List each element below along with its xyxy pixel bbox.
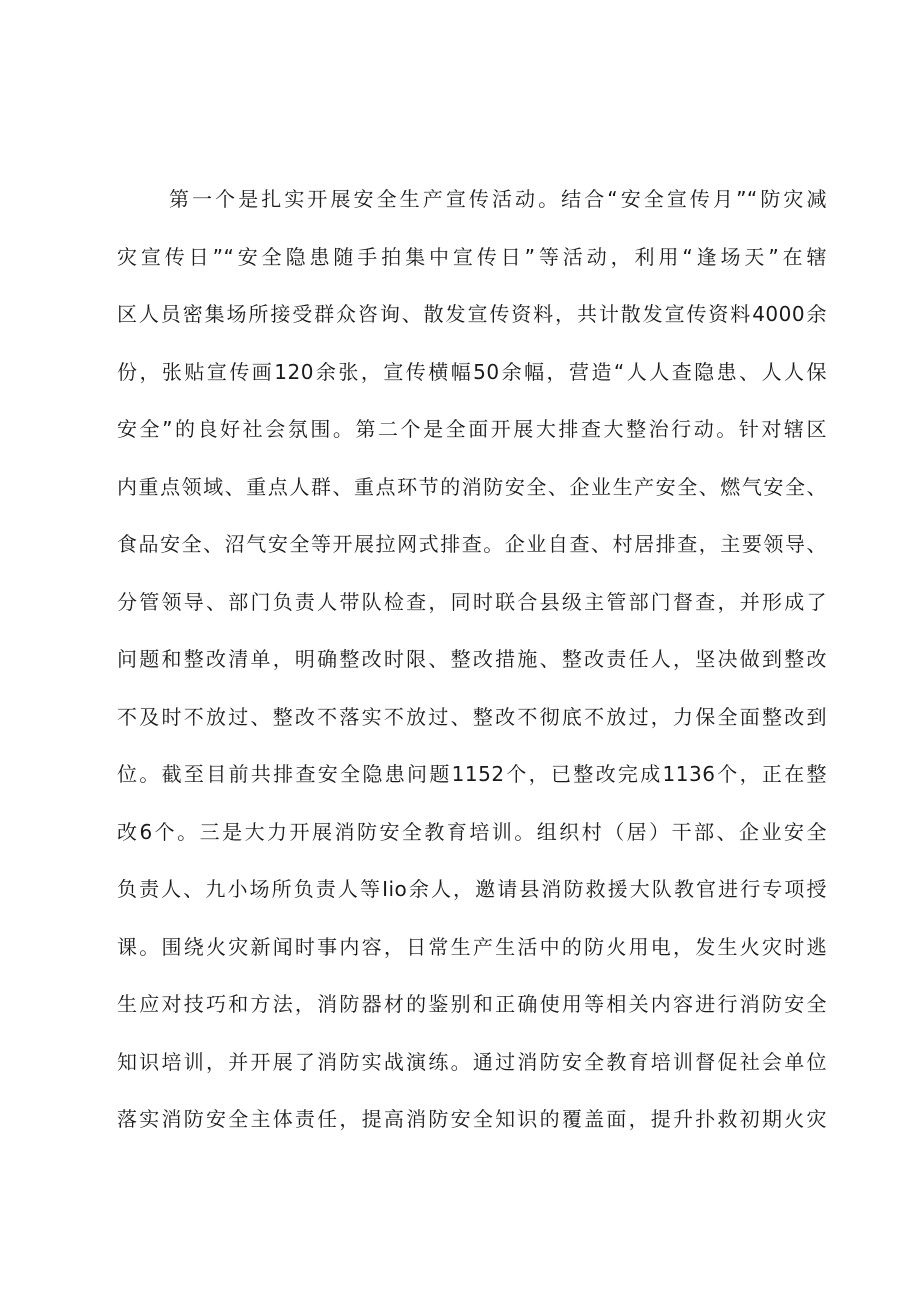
paragraph-line: 负责人、九小场所负责人等Iio余人，邀请县消防救援大队教官进行专项授 [117,877,827,901]
paragraph-line: 安全”的良好社会氛围。第二个是全面开展大排查大整治行动。针对辖区 [117,417,827,441]
paragraph-line: 生应对技巧和方法，消防器材的鉴别和正确使用等相关内容进行消防安全 [117,992,827,1016]
paragraph-line: 灾宣传日”“安全隐患随手拍集中宣传日”等活动，利用“逢场天”在辖 [117,244,827,269]
paragraph-line: 第一个是扎实开展安全生产宣传活动。结合“安全宣传月”“防灾减 [169,187,827,211]
paragraph-line: 内重点领域、重点人群、重点环节的消防安全、企业生产安全、燃气安全、 [117,474,827,499]
paragraph-line: 食品安全、沼气安全等开展拉网式排查。企业自查、村居排查，主要领导、 [117,532,827,556]
paragraph-line: 改6个。三是大力开展消防安全教育培训。组织村（居）干部、企业安全 [117,819,827,844]
paragraph-line: 问题和整改清单，明确整改时限、整改措施、整改责任人，坚决做到整改 [117,647,827,671]
paragraph-line: 区人员密集场所接受群众咨询、散发宣传资料，共计散发宣传资料4000余 [117,302,827,326]
paragraph-line: 知识培训，并开展了消防实战演练。通过消防安全教育培训督促社会单位 [117,1049,827,1074]
paragraph-line: 分管领导、部门负责人带队检查，同时联合县级主管部门督查，并形成了 [117,589,827,614]
paragraph-line: 课。围绕火灾新闻时事内容，日常生产生活中的防火用电，发生火灾时逃 [117,934,827,959]
paragraph-line: 位。截至目前共排查安全隐患问题1152个，已整改完成1136个，正在整 [117,762,827,786]
paragraph-line: 落实消防安全主体责任，提高消防安全知识的覆盖面，提升扑救初期火灾 [117,1107,827,1131]
paragraph-line: 份，张贴宣传画120余张，宣传横幅50余幅，营造“人人查隐患、人人保 [117,359,827,384]
paragraph-line: 不及时不放过、整改不落实不放过、整改不彻底不放过，力保全面整改到 [117,704,827,729]
document-body [117,171,827,1149]
